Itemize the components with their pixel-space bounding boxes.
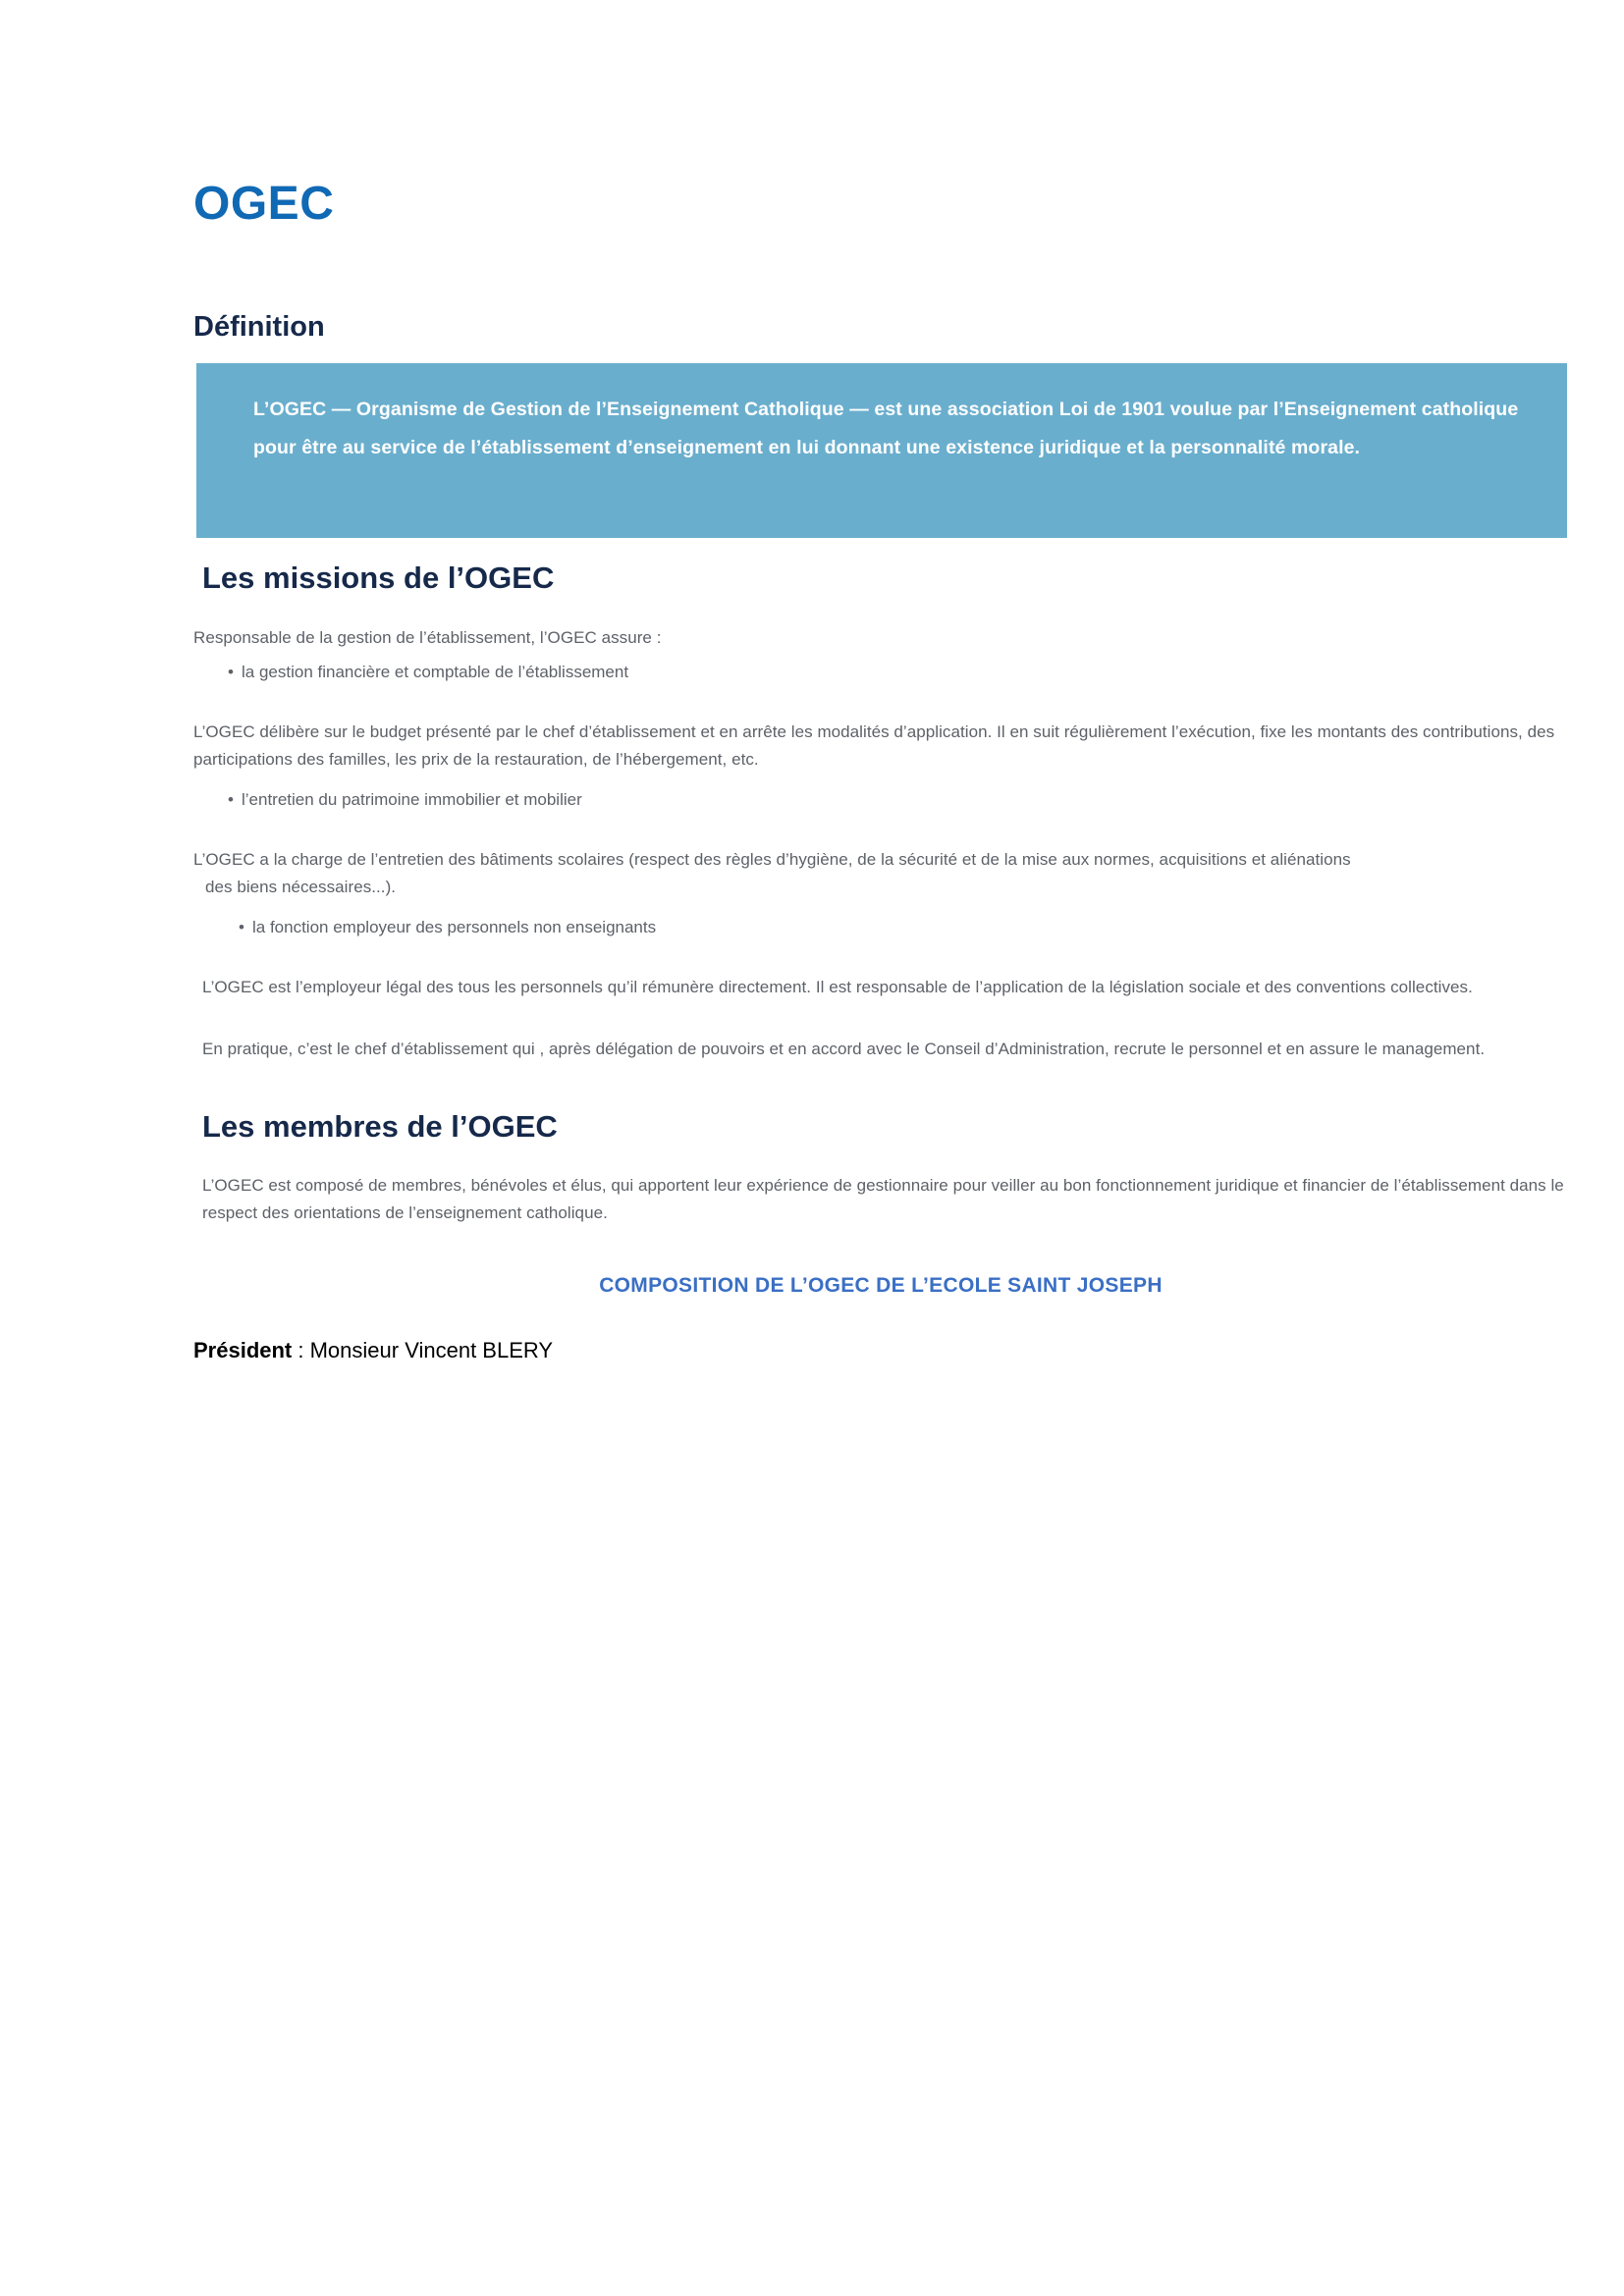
list-item-label: l’entretien du patrimoine immobilier et mobilier [242, 790, 582, 809]
president-value: : Monsieur Vincent BLERY [292, 1338, 554, 1362]
list-item-label: la fonction employeur des personnels non enseignants [252, 918, 657, 936]
president-label: Président [193, 1338, 293, 1362]
missions-paragraph-employeur: L’OGEC est l’employeur légal des tous les personnels qu’il rémunère directement. Il est responsable de l’application de la législation sociale et des conventions collectives. [202, 978, 1473, 996]
missions-paragraph-batiments-line2: des biens nécessaires...). [205, 877, 397, 896]
missions-paragraph-batiments-line1: L’OGEC a la charge de l’entretien des bâtiments scolaires (respect des règles d’hygiène, de la sécurité et de la mise aux normes, acquisitions et aliénations [193, 850, 1351, 869]
list-item [228, 659, 628, 685]
bullet-dot-icon: • [239, 918, 244, 936]
composition-title: COMPOSITION DE L’OGEC DE L’ECOLE SAINT JOSEPH [599, 1274, 1163, 1297]
page-title: OGEC [193, 178, 335, 230]
membres-paragraph: L’OGEC est composé de membres, bénévoles et élus, qui apportent leur expérience de gestionnaire pour veiller au bon fonctionnement juridique et financier de l’établissement dans le respect des orientations de l’enseignement catholique. [202, 1176, 1564, 1222]
bullet-dot-icon: • [228, 790, 234, 809]
section-heading-membres: Les membres de l’OGEC [202, 1109, 558, 1144]
missions-paragraph-batiments [193, 846, 1572, 900]
bullet-dot-icon: • [228, 663, 234, 681]
section-heading-missions: Les missions de l’OGEC [202, 561, 555, 595]
list-item [228, 786, 582, 813]
list-item [239, 914, 656, 940]
definition-callout-text: L’OGEC — Organisme de Gestion de l’Enseignement Catholique — est une association Loi de 1901 voulue par l’Enseignement catholique pour être au service de l’établissement d’enseignement en lui donnant une existence juridique et la personnalité morale. [253, 399, 1519, 458]
definition-callout-box [196, 363, 1567, 538]
section-heading-definition: Définition [193, 311, 325, 343]
missions-paragraph-budget: L’OGEC délibère sur le budget présenté par le chef d’établissement et en arrête les modalités d’application. Il en suit régulièrement l’exécution, fixe les montants des contributions, des participations des familles, les prix de la restauration, de l’hébergement, etc. [193, 722, 1555, 769]
list-item-label: la gestion financière et comptable de l’établissement [242, 663, 629, 681]
missions-intro-text: Responsable de la gestion de l’établissement, l’OGEC assure : [193, 628, 662, 647]
missions-paragraph-pratique: En pratique, c’est le chef d’établissement qui , après délégation de pouvoirs et en accord avec le Conseil d’Administration, recrute le personnel et en assure le management. [202, 1040, 1486, 1058]
president-line [193, 1336, 553, 1366]
